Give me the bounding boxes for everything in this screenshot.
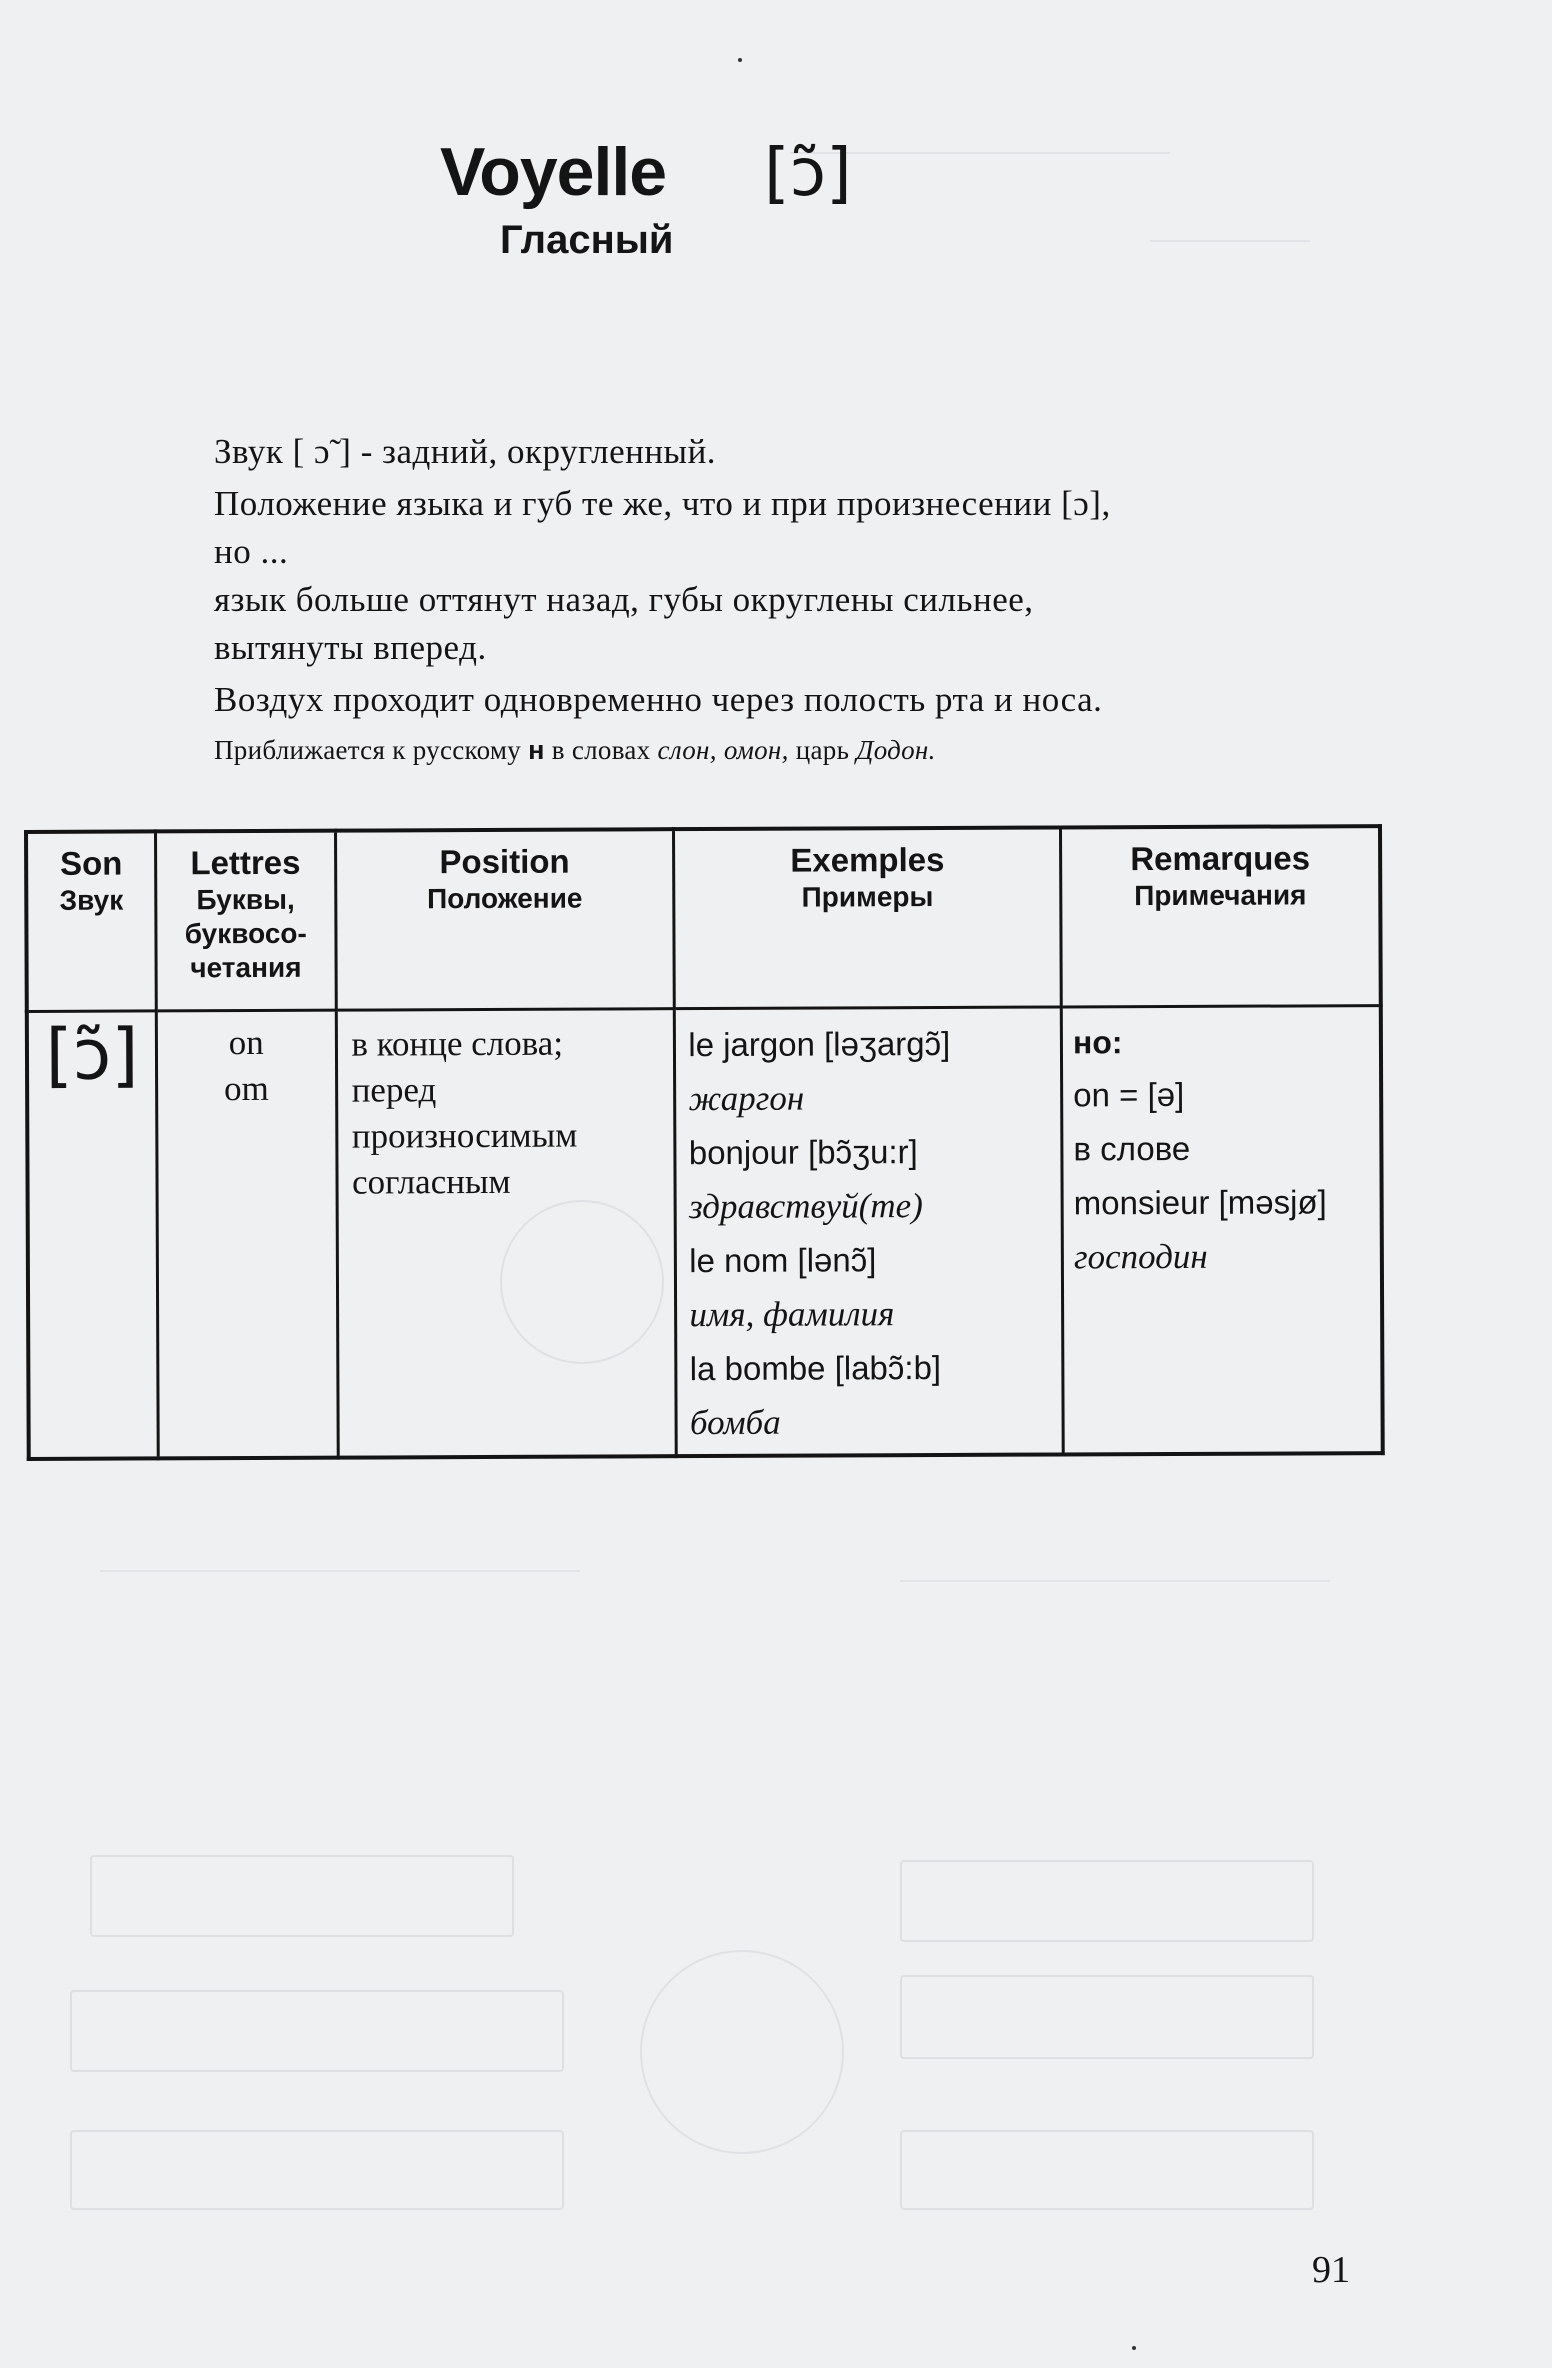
position-cell: [336, 1009, 677, 1458]
position-line: в конце слова;: [351, 1023, 564, 1064]
examples-cell: [675, 1007, 1064, 1456]
table-header-row: [26, 826, 1381, 1011]
description-line: но ...: [214, 532, 289, 571]
letter-combination: on: [228, 1022, 264, 1063]
bleed-through: [900, 1860, 1314, 1942]
description-line: вытянуты вперед.: [214, 628, 487, 667]
note-text: Приближается к русскому: [214, 735, 529, 765]
phonetic-symbol: [ɔ̃]: [764, 134, 852, 211]
example-translation: бомба: [689, 1402, 781, 1443]
example-word: le nom [lənɔ̃]: [689, 1241, 877, 1280]
description-line: Воздух проходит одновременно через полость рта и носа.: [214, 680, 1103, 719]
example-translation: имя, фамилия: [689, 1294, 895, 1335]
table-row: [27, 1006, 1383, 1459]
note-letter: н: [528, 735, 545, 765]
example-word: la bombe [labɔ̃:b]: [689, 1349, 942, 1388]
remark-rule: on = [ə]: [1073, 1075, 1185, 1114]
note-text: царь: [788, 735, 857, 765]
note-examples: слон, омон,: [657, 735, 789, 765]
note-examples: Додон.: [856, 735, 936, 765]
description-line: Положение языка и губ те же, что и при произнесении [ɔ],: [214, 484, 1111, 523]
header-fr: Position: [439, 842, 570, 881]
header-fr: Remarques: [1130, 839, 1311, 878]
bleed-through: [640, 1950, 844, 2154]
header-fr: Lettres: [190, 843, 301, 882]
page-number: 91: [1312, 2249, 1350, 2291]
position-line: произносимым: [351, 1115, 578, 1156]
header-ru: Положение: [426, 882, 583, 915]
remark-translation: господин: [1073, 1236, 1208, 1277]
phonetics-table: [24, 824, 1385, 1461]
example-translation: жаргон: [688, 1078, 805, 1119]
page-title: Voyelle: [440, 134, 667, 210]
bleed-through: [900, 1580, 1330, 1582]
letters-cell: [156, 1010, 337, 1458]
column-header-exemples: [674, 827, 1061, 1008]
remark-word: monsieur [məsjø]: [1073, 1183, 1327, 1222]
header-ru: Примечания: [1134, 879, 1307, 912]
column-header-remarques: [1061, 826, 1381, 1007]
column-header-son: [26, 831, 156, 1011]
bleed-through: [70, 2130, 564, 2210]
letter-combination: om: [223, 1068, 269, 1109]
header-ru: Звук: [59, 884, 124, 916]
scan-speck: [1132, 2346, 1136, 2350]
position-line: согласным: [351, 1161, 511, 1202]
description-line: Звук [ ɔ̃ ] - задний, округленный.: [214, 432, 717, 471]
example-word: bonjour [bɔ̃ʒu:r]: [688, 1133, 918, 1172]
column-header-lettres: [156, 831, 336, 1011]
scan-speck: [738, 58, 742, 62]
page-subtitle: Гласный: [500, 218, 674, 262]
remarks-cell: [1061, 1006, 1382, 1455]
example-word: le jargon [ləʒargɔ̃]: [688, 1024, 951, 1064]
example-translation: здравствуй(те): [688, 1186, 923, 1227]
header-fr: Exemples: [790, 840, 945, 879]
header-ru: Буквы, буквосо-четания: [184, 883, 307, 984]
note-text: в словах: [544, 735, 658, 765]
sound-cell: [ɔ̃]: [27, 1011, 159, 1459]
bleed-through: [90, 1855, 514, 1937]
bleed-through: [100, 1570, 580, 1572]
bleed-through: [900, 2130, 1314, 2210]
bleed-through: [900, 1975, 1314, 2059]
position-line: перед: [351, 1070, 437, 1110]
header-ru: Примеры: [801, 881, 934, 913]
remark-label: но:: [1072, 1024, 1123, 1061]
bleed-through: [70, 1990, 564, 2072]
bleed-through: [1150, 240, 1310, 242]
description-line: язык больше оттянут назад, губы округлены сильнее,: [214, 580, 1034, 619]
column-header-position: [335, 829, 675, 1010]
description: [214, 428, 1394, 768]
header-fr: Son: [59, 844, 123, 882]
remark-context: в слове: [1073, 1129, 1191, 1168]
pronunciation-note: [214, 732, 1394, 768]
